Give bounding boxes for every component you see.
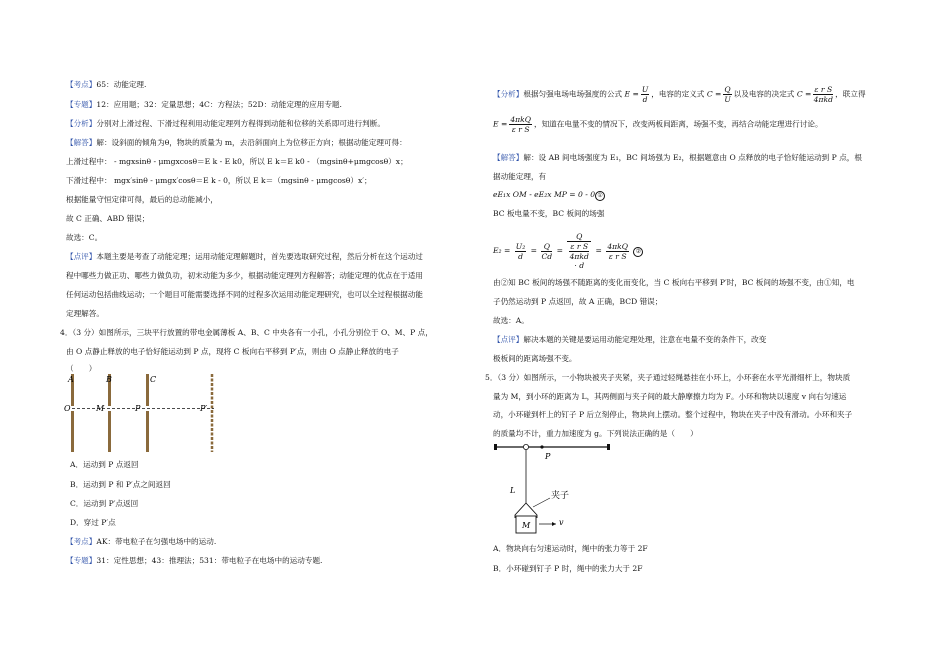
q4-option-a: A．运动到 P 点返回 xyxy=(70,460,139,469)
q3-dianping3: 任何运动包括曲线运动；一个题目可能需要选择不同的过程多次运用动能定理研究，也可以全过程根据动能 xyxy=(66,290,423,299)
q4-figure xyxy=(62,370,232,455)
clip-pointer xyxy=(533,498,550,507)
q4-choice: 故选：A。 xyxy=(493,316,529,325)
label-p: P xyxy=(545,452,551,461)
q5-option-b: B．小环碰到钉子 P 时，绳中的张力大于 2F xyxy=(493,564,643,573)
q4-kaodian: 【考点】AK：带电粒子在匀强电场中的运动. xyxy=(66,537,217,546)
q3-fenxi: 【分析】分别对上滑过程、下滑过程利用动能定理列方程得到动能和位移的关系即可进行判断。 xyxy=(66,119,385,128)
label-p2: P′ xyxy=(200,404,208,413)
q4-stem2: 由 O 点静止释放的电子恰好能运动到 P 点，现将 C 板向右平移到 P′点，则由 O 点静止释放的电子 xyxy=(66,347,399,356)
rod-end-right xyxy=(607,444,610,450)
q3-dianping: 【点评】本题主要是考查了动能定理；运用动能定理解题时，首先要选取研究过程，然后分析在这个运动过 xyxy=(66,252,423,261)
label-clip: 夹子 xyxy=(551,491,570,501)
label-p: P xyxy=(135,404,141,413)
q5-stem2: 量为 M，到小环的距离为 L，其两侧面与夹子间的最大静摩擦力均为 F。小环和物块以速度 v 向右匀速运 xyxy=(493,392,847,401)
q4-zhuanti: 【专题】31：定性思想；43：推理法；531：带电粒子在电场中的运动专题. xyxy=(66,556,323,565)
q4-option-c: C．运动到 P′点返回 xyxy=(70,499,139,508)
q5-option-a: A．物块向右匀速运动时，绳中的张力等于 2F xyxy=(493,544,648,553)
velocity-arrowhead-icon xyxy=(552,522,556,526)
q4-conclusion-1: 由②知 BC 板间的场强不随距离的变化而变化，当 C 板向右平移到 P′时，BC 板间的场强不变，由①知，电 xyxy=(493,278,855,287)
q4-bc1: BC 板电量不变，BC 板间的场强 xyxy=(493,209,605,218)
label-a: A xyxy=(68,375,74,384)
label-b: B xyxy=(106,375,112,384)
q4-dianping-2: 极板间的距离场强不变。 xyxy=(493,354,577,363)
label-m: M xyxy=(96,404,105,413)
q3-dianping4: 定理解答。 xyxy=(66,309,104,318)
q4-fenxi: 【分析】根据匀强电场电场强度的公式 E = $\frac{U}{d}$ ，电容的定义式 C = $\frac{Q}{U}$ 以及电容的决定式 C = $\frac{\text{ε r S}}{\text{4πkd}}$ ，联立得 xyxy=(493,85,866,104)
label-c: C xyxy=(150,375,157,384)
q3-line2: 故 C 正确、ABD 错误； xyxy=(66,214,150,223)
nail-p xyxy=(540,445,543,448)
q3-kaodian: 【考点】65：动能定理. xyxy=(66,80,147,89)
q4-dianping: 【点评】解决本题的关键是要运用动能定理处理，注意在电量不变的条件下，改变 xyxy=(493,335,767,344)
q4-option-b: B．运动到 P 和 P′点之间返回 xyxy=(70,480,171,489)
rod-end-left xyxy=(494,444,497,450)
q5-stem4: 的质量均不计，重力加速度为 g。下列说法正确的是（ ） xyxy=(493,429,698,438)
q4-option-d: D．穿过 P′点 xyxy=(70,518,116,527)
q5-stem1: 5．（3 分）如图所示，一小物块被夹子夹紧，夹子通过轻绳悬挂在小环上，小环套在水平光滑细杆上，物块质 xyxy=(485,373,851,382)
q4-jieda-2: 据动能定理，有 xyxy=(493,172,547,181)
q3-zhuanti: 【专题】12：应用题；32：定量思想；4C：方程法；52D：动能定理的应用专题. xyxy=(66,100,342,109)
plate-c xyxy=(146,374,149,452)
q4-stem1: 4．（3 分）如图所示，三块平行放置的带电金属薄板 A、B、C 中央各有一小孔，小孔分别位于 O、M、P 点， xyxy=(60,328,433,337)
q3-dianping2: 程中哪些力做正功、哪些力做负功，初末动能为多少，根据动能定理列方程解答；动能定理的优点在于适用 xyxy=(66,271,423,280)
q4-conclusion-2: 子仍然运动到 P 点返回，故 A 正确，BCD 错误； xyxy=(493,297,663,306)
label-l: L xyxy=(510,486,516,495)
q3-up: 上滑过程中： - mgxsinθ - μmgxcosθ＝E k - E k0，所以 E k＝E k0 - （mgsinθ+μmgcosθ）x； xyxy=(66,157,408,166)
ring xyxy=(523,444,528,449)
q3-line3: 故选：C。 xyxy=(66,233,103,242)
q3-jieda: 【解答】解：设斜面的倾角为θ，物块的质量为 m，去沿斜面向上为位移正方向；根据动能定理可得： xyxy=(66,138,407,147)
q5-stem3: 动，小环碰到杆上的钉子 P 后立刻停止，物块向上摆动。整个过程中，物块在夹子中没有滑动。小环和夹子 xyxy=(493,410,853,419)
q4-fenxi-2: E = $\frac{\text{4πkQ}}{\text{ε r S}}$ ，知道在电量不变的情况下，改变两板间距离，场强不变，再结合动能定理进行讨论。 xyxy=(493,115,823,134)
q4-jieda: 【解答】解：设 AB 间电场强度为 E₁，BC 间场强为 E₂，根据题意由 O 点释放的电子恰好能运动到 P 点，根 xyxy=(493,153,862,162)
q3-line1: 根据能量守恒定律可得，最后的总动能减小， xyxy=(66,195,218,204)
plate-a xyxy=(71,374,74,452)
q5-figure xyxy=(488,440,628,540)
q4-e2-eq: E₂ = $\frac{\text{U₂}}{d}$ = $\frac{Q}{Cd}$ = Q ε r S 4πkd · d = $\frac{\text{4πkQ}}{\text{ε r S}}$ ② xyxy=(493,232,643,270)
q4-eq1: eE₁x OM - eE₂x MP = 0 - 0 ① xyxy=(493,190,605,201)
label-o: O xyxy=(64,404,71,413)
q3-down: 下滑过程中： mgx′sinθ - μmgx′cosθ＝E k - 0，所以 E k＝（mgsinθ - μmgcosθ）x′； xyxy=(66,176,372,185)
plate-b xyxy=(108,374,111,452)
q4-stem3: （ ） xyxy=(66,364,97,373)
label-m: M xyxy=(522,521,531,530)
label-v: v xyxy=(559,518,564,527)
